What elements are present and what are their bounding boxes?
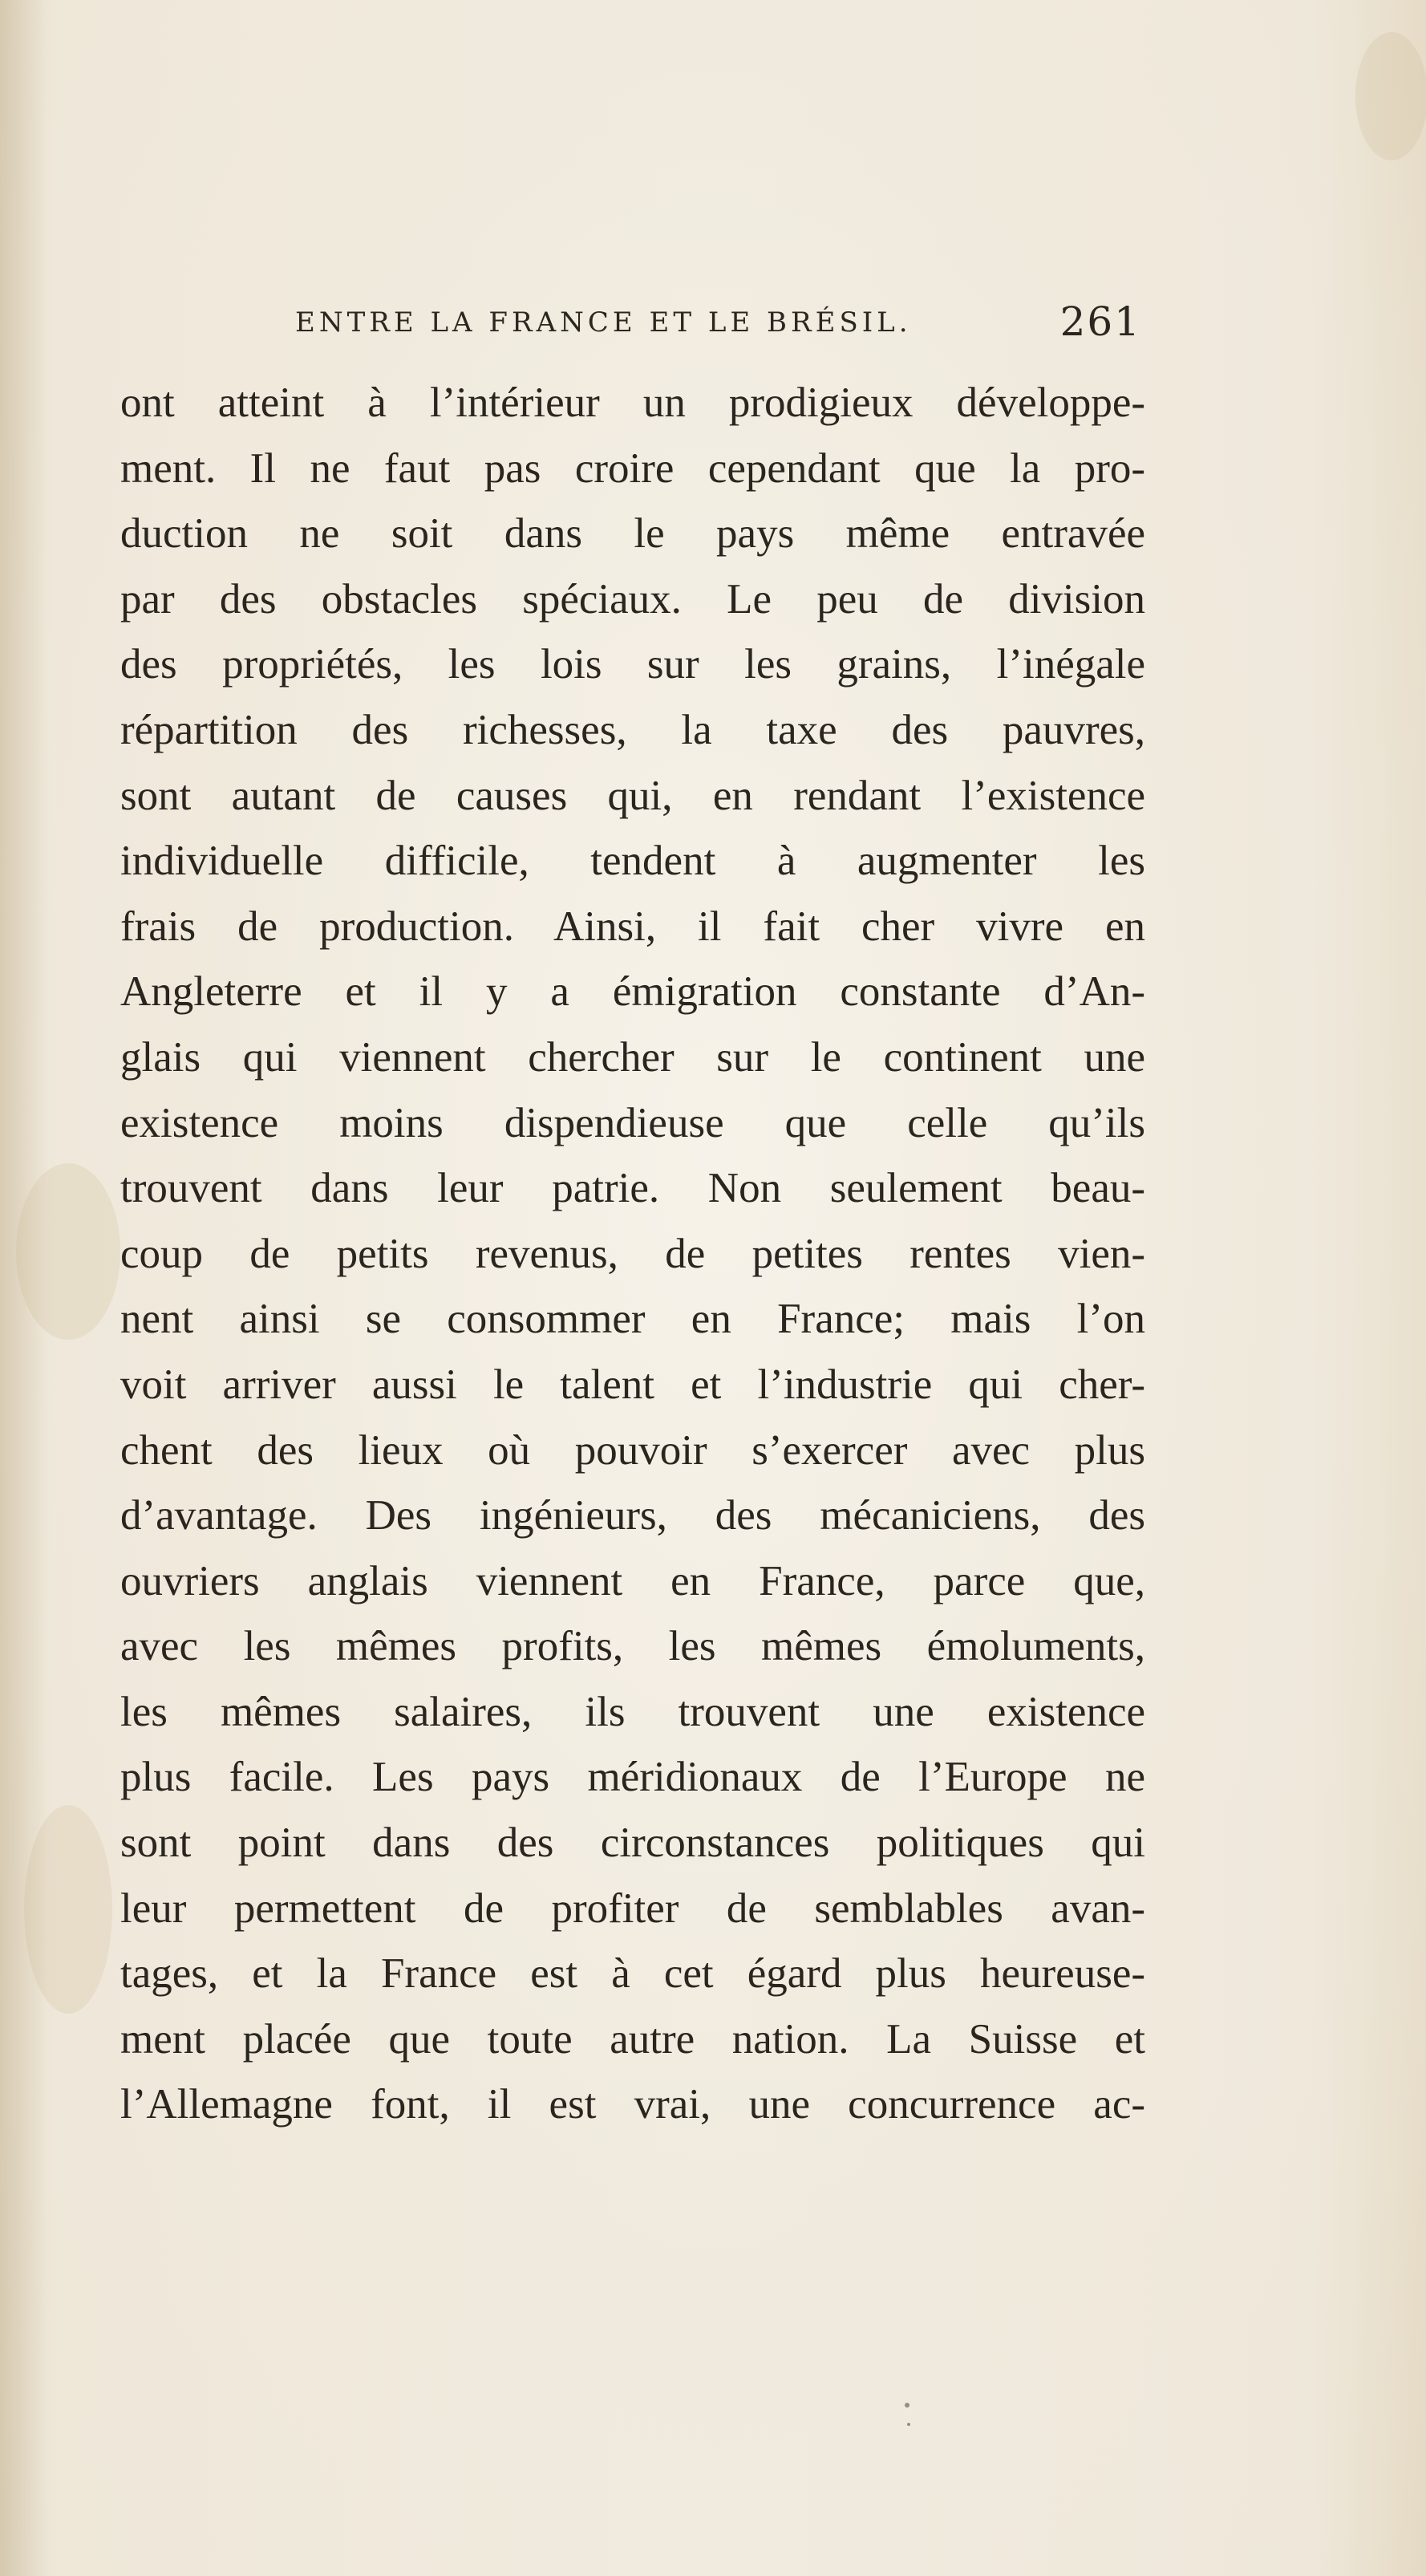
paper-speck	[907, 2423, 910, 2426]
text-line: nent ainsi se consommer en France; mais l’on	[120, 1296, 1145, 1343]
text-line: avec les mêmes profits, les mêmes émoluments,	[120, 1623, 1145, 1670]
text-line: tages, et la France est à cet égard plus heureuse-	[120, 1950, 1145, 1998]
text-line: plus facile. Les pays méridionaux de l’Europe ne	[120, 1754, 1145, 1801]
text-line: coup de petits revenus, de petites rentes vien-	[120, 1230, 1145, 1277]
text-line: répartition des richesses, la taxe des pauvres,	[120, 706, 1145, 753]
text-line: par des obstacles spéciaux. Le peu de division	[120, 575, 1145, 623]
page-number: 261	[1059, 298, 1141, 345]
text-line: sont autant de causes qui, en rendant l’existence	[120, 772, 1145, 819]
text-line: voit arriver aussi le talent et l’industrie qui cher-	[120, 1361, 1145, 1408]
text-line: Angleterre et il y a émigration constante d’An-	[120, 968, 1145, 1016]
text-line: frais de production. Ainsi, il fait cher vivre en	[120, 903, 1145, 950]
paper-stain	[1355, 32, 1426, 160]
text-line: ont atteint à l’intérieur un prodigieux développe-	[120, 379, 1145, 426]
paper-speck	[905, 2403, 909, 2408]
text-line: ouvriers anglais viennent en France, parce que,	[120, 1557, 1145, 1604]
body-text	[120, 371, 1145, 2138]
paper-stain	[24, 1805, 112, 2014]
text-line: duction ne soit dans le pays même entravée	[120, 510, 1145, 558]
text-line: ment. Il ne faut pas croire cependant que la pro-	[120, 444, 1145, 492]
text-line: les mêmes salaires, ils trouvent une existence	[120, 1688, 1145, 1735]
text-line: existence moins dispendieuse que celle qu’ils	[120, 1099, 1145, 1146]
text-line: l’Allemagne font, il est vrai, une concurrence ac-	[120, 2081, 1145, 2128]
text-line: chent des lieux où pouvoir s’exercer avec plus	[120, 1426, 1145, 1474]
text-line: ment placée que toute autre nation. La Suisse et	[120, 2015, 1145, 2063]
text-line: leur permettent de profiter de semblables avan-	[120, 1884, 1145, 1932]
text-line: sont point dans des circonstances politiques qui	[120, 1819, 1145, 1867]
text-line: trouvent dans leur patrie. Non seulement beau-	[120, 1165, 1145, 1212]
text-line: d’avantage. Des ingénieurs, des mécaniciens, des	[120, 1492, 1145, 1540]
page-header	[295, 298, 1141, 355]
text-line: glais qui viennent chercher sur le continent une	[120, 1033, 1145, 1081]
text-line: des propriétés, les lois sur les grains, l’inégale	[120, 641, 1145, 688]
running-title: ENTRE LA FRANCE ET LE BRÉSIL.	[295, 306, 912, 339]
text-line: individuelle difficile, tendent à augmenter les	[120, 838, 1145, 885]
paper-stain	[16, 1163, 120, 1340]
